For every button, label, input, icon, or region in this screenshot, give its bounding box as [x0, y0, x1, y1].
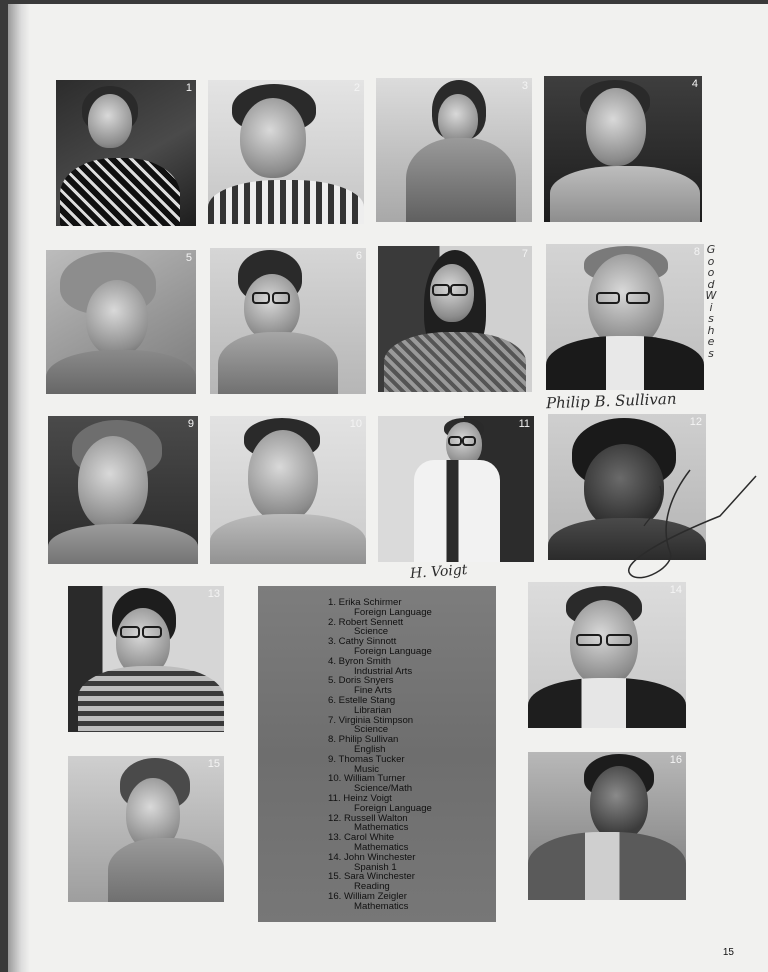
roster-subject: Science/Math [354, 783, 413, 795]
good-wishes-handwriting [702, 244, 720, 359]
roster-name: 16. William Zeigler [328, 890, 407, 902]
roster-subject: Mathematics [354, 822, 409, 834]
roster-entry [258, 657, 496, 677]
roster-name: 12. Russell Walton [328, 812, 408, 824]
roster-name: 3. Cathy Sinnott [328, 636, 397, 648]
handwritten-letter: e [707, 335, 715, 348]
faculty-roster [258, 586, 496, 922]
roster-subject: Foreign Language [354, 802, 432, 814]
faculty-photo-11 [378, 416, 534, 562]
roster-subject: Fine Arts [354, 685, 392, 697]
faculty-photo-1 [56, 80, 196, 226]
roster-subject: Science [354, 626, 389, 638]
photo-number: 4 [691, 78, 698, 90]
faculty-photo-13 [68, 586, 224, 732]
faculty-photo-4 [544, 76, 702, 222]
photo-number: 9 [187, 418, 194, 430]
roster-entry [258, 618, 496, 638]
roster-name: 11. Heinz Voigt [328, 792, 392, 804]
faculty-photo-15 [68, 756, 224, 902]
signature-voigt: H. Voigt [409, 562, 468, 582]
page-number: 15 [722, 947, 734, 958]
page-gutter [8, 4, 30, 972]
faculty-photo-8 [546, 244, 704, 390]
faculty-photo-14 [528, 582, 686, 728]
roster-name: 9. Thomas Tucker [328, 753, 405, 765]
photo-number: 5 [185, 252, 192, 264]
roster-subject: English [354, 743, 386, 755]
handwritten-letter: s [708, 346, 714, 360]
photo-number: 11 [518, 418, 530, 430]
roster-entry [258, 598, 496, 618]
photo-number: 15 [207, 758, 220, 770]
roster-name: 8. Philip Sullivan [328, 734, 399, 746]
roster-entry [258, 637, 496, 657]
roster-entry [258, 814, 496, 834]
faculty-photo-5 [46, 250, 196, 394]
photo-number: 6 [355, 250, 362, 262]
handwritten-letter: d [707, 277, 715, 291]
roster-name: 4. Byron Smith [328, 655, 391, 667]
handwritten-letter: o [707, 266, 715, 279]
handwritten-letter: W [705, 289, 717, 302]
roster-entry [258, 794, 496, 814]
roster-subject: Music [354, 763, 380, 775]
roster-name: 15. Sara Winchester [328, 871, 415, 883]
handwritten-letter: s [708, 312, 714, 325]
photo-number: 10 [349, 418, 362, 430]
roster-subject: Industrial Arts [354, 665, 413, 677]
photo-number: 3 [521, 80, 528, 92]
roster-entry [258, 696, 496, 716]
roster-name: 10. William Turner [328, 773, 406, 785]
faculty-photo-7 [378, 246, 532, 392]
roster-entry [258, 892, 496, 912]
roster-subject: Foreign Language [354, 645, 432, 657]
roster-name: 5. Doris Snyers [328, 675, 394, 687]
roster-name: 1. Erika Schirmer [328, 597, 402, 608]
roster-entry [258, 872, 496, 892]
faculty-photo-16 [528, 752, 686, 900]
roster-subject: Mathematics [354, 841, 409, 853]
roster-name: 13. Carol White [328, 832, 395, 844]
faculty-photo-10 [210, 416, 366, 564]
photo-number: 1 [185, 82, 192, 94]
roster-name: 7. Virginia Stimpson [328, 714, 414, 726]
handwritten-letter: o [707, 254, 715, 268]
roster-entry [258, 716, 496, 736]
photo-number: 16 [669, 754, 682, 766]
roster-name: 6. Estelle Stang [328, 694, 396, 706]
handwritten-letter: h [707, 323, 715, 337]
roster-subject: Librarian [354, 704, 392, 716]
faculty-photo-2 [208, 80, 364, 224]
photo-number: 7 [521, 248, 528, 260]
handwritten-letter: G [706, 243, 716, 256]
photo-number: 13 [207, 588, 220, 600]
roster-subject: Spanish 1 [354, 861, 397, 873]
photo-number: 14 [669, 584, 682, 596]
roster-entry [258, 676, 496, 696]
photo-number: 8 [693, 246, 700, 258]
roster-name: 14. John Winchester [328, 851, 416, 863]
roster-name: 2. Robert Sennett [328, 616, 404, 628]
handwritten-letter: i [709, 300, 713, 314]
roster-entry [258, 833, 496, 853]
signature-sullivan: Philip B. Sullivan [545, 389, 677, 413]
faculty-photo-6 [210, 248, 366, 394]
signature-scribble [600, 456, 760, 596]
roster-entry [258, 735, 496, 755]
roster-subject: Science [354, 724, 389, 736]
roster-subject: Reading [354, 881, 390, 893]
roster-entry [258, 755, 496, 775]
photo-number: 12 [689, 416, 702, 428]
roster-entry [258, 853, 496, 873]
photo-number: 2 [353, 82, 360, 94]
faculty-photo-9 [48, 416, 198, 564]
roster-subject: Mathematics [354, 900, 409, 912]
roster-subject: Foreign Language [354, 606, 432, 618]
faculty-photo-3 [376, 78, 532, 222]
roster-entry [258, 774, 496, 794]
